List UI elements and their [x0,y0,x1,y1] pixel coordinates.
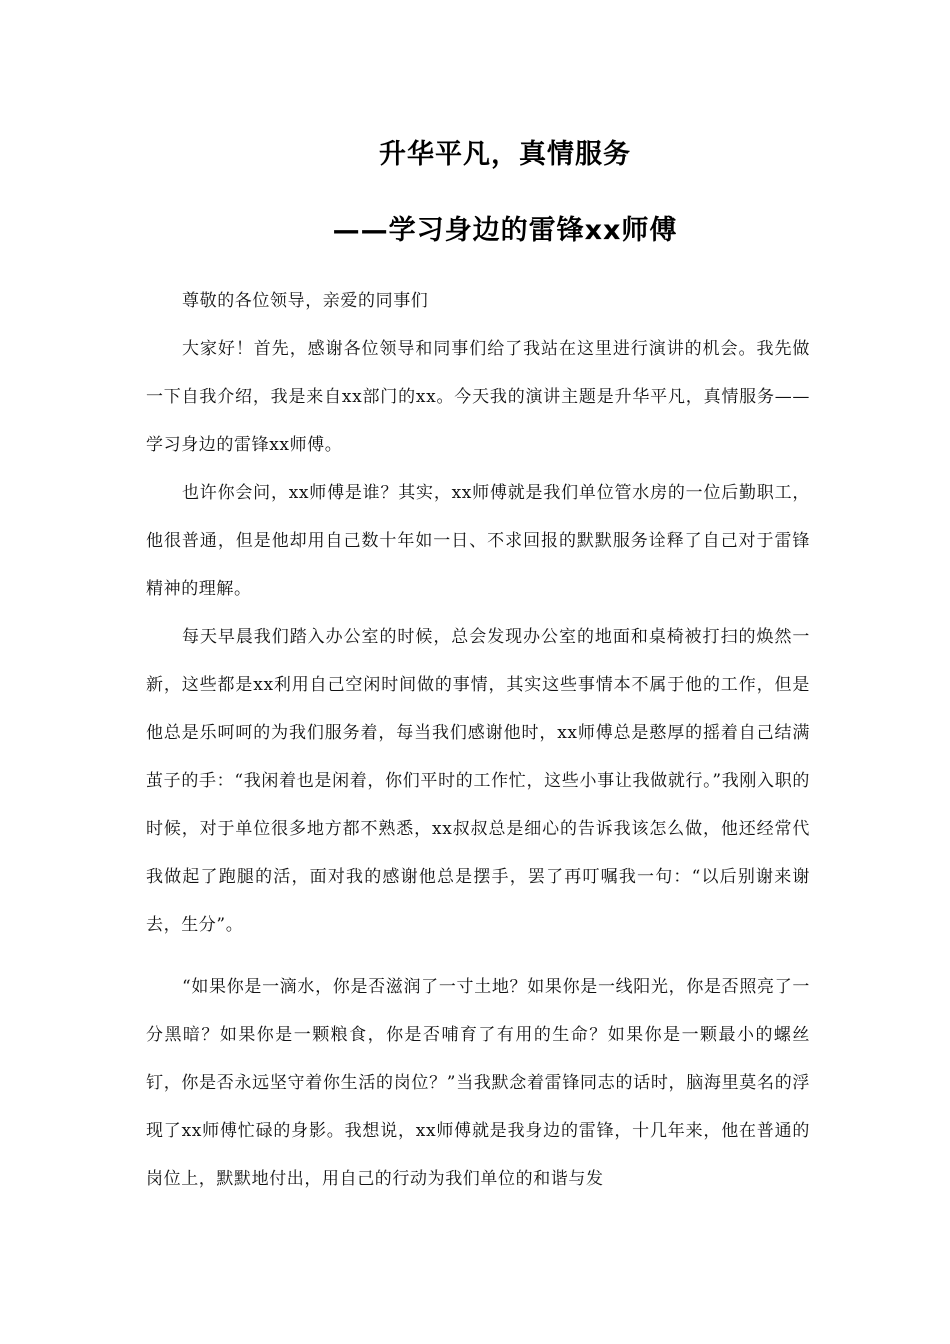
document-title: 升华平凡，真情服务 [379,139,631,170]
document-subtitle: ——学习身边的雷锋xx师傅 [332,215,678,246]
document-body [146,277,810,1203]
lei-feng-quote-paragraph: “如果你是一滴水，你是否滋润了一寸土地？如果你是一线阳光，你是否照亮了一分黑暗？如果你是一颗粮食，你是否哺育了有用的生命？如果你是一颗最小的螺丝钉，你是否永远坚守着你生活的岗位？”当我默念着雷锋同志的话时，脑海里莫名的浮现了xx师傅忙碌的身影。我想说，xx师傅就是我身边的雷锋，十几年来，他在普通的岗位上，默默地付出，用自己的行动为我们单位的和谐与发 [146,977,810,1189]
salutation-paragraph: 尊敬的各位领导，亲爱的同事们 [182,291,429,311]
daily-service-paragraph: 每天早晨我们踏入办公室的时候，总会发现办公室的地面和桌椅被打扫的焕然一新，这些都是xx利用自己空闲时间做的事情，其实这些事情本不属于他的工作，但是他总是乐呵呵的为我们服务着，每当我们感谢他时，xx师傅总是憨厚的摇着自己结满茧子的手：“我闲着也是闲着，你们平时的工作忙，这些小事让我做就行。”我刚入职的时候，对于单位很多地方都不熟悉，xx叔叔总是细心的告诉我该怎么做，他还经常代我做起了跑腿的活，面对我的感谢他总是摆手，罢了再叮嘱我一句：“以后别谢来谢去，生分”。 [146,627,810,935]
paragraph-spacer [146,949,810,963]
introduction-paragraph: 大家好！首先，感谢各位领导和同事们给了我站在这里进行演讲的机会。我先做一下自我介绍，我是来自xx部门的xx。今天我的演讲主题是升华平凡，真情服务——学习身边的雷锋xx师傅。 [146,339,810,455]
who-is-master-paragraph: 也许你会问，xx师傅是谁？其实，xx师傅就是我们单位管水房的一位后勤职工，他很普通，但是他却用自己数十年如一日、不求回报的默默服务诠释了自己对于雷锋精神的理解。 [146,483,810,599]
